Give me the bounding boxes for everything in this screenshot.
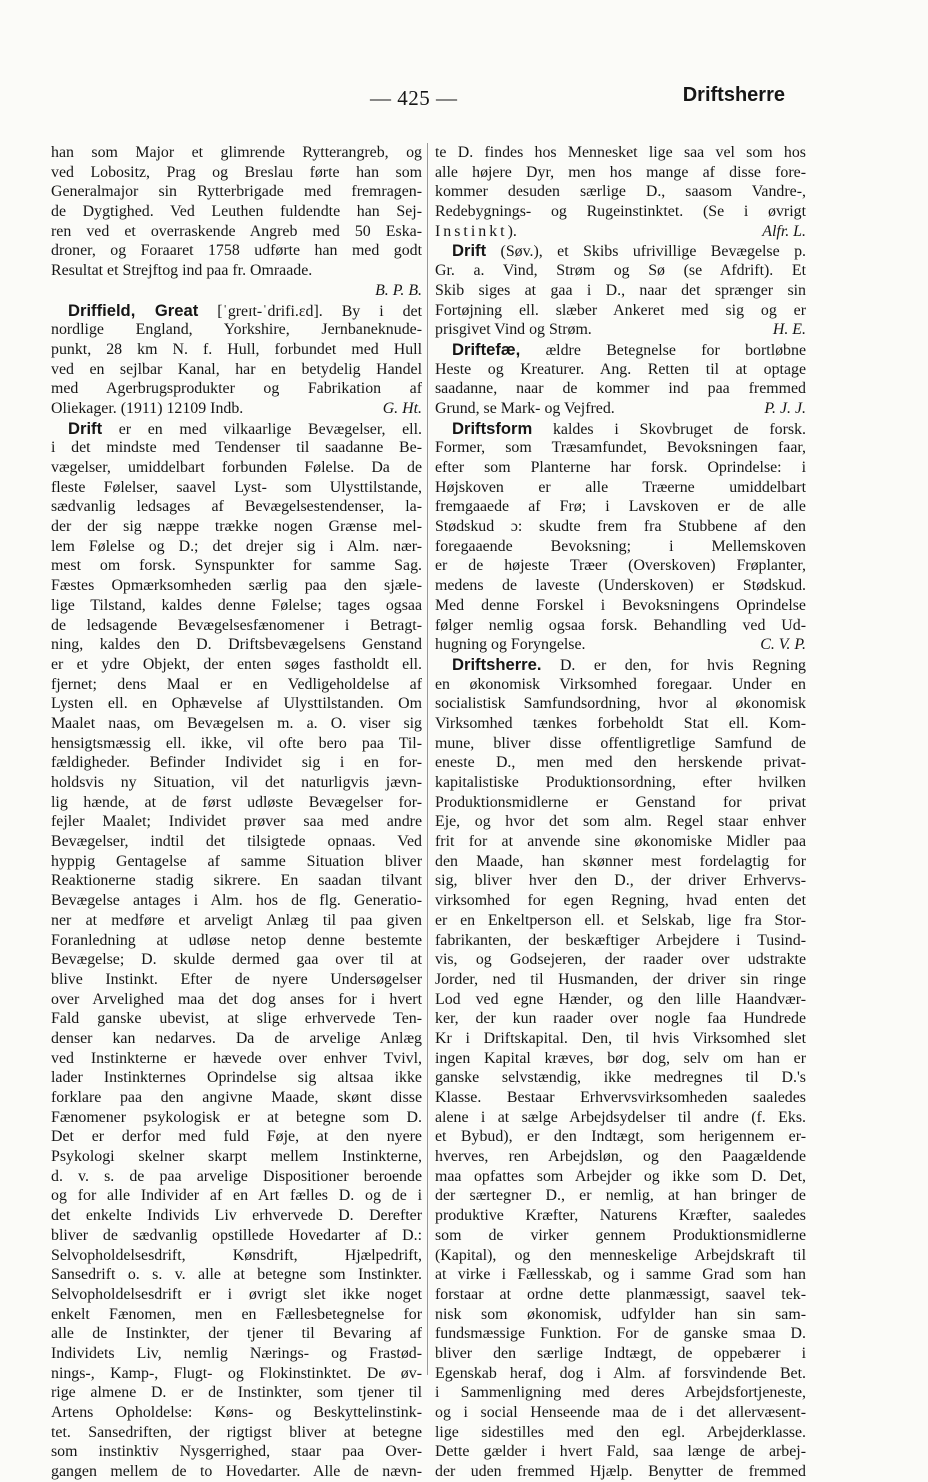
line-text: Stødskud ɔ: skudte frem fra Stubbene af den bbox=[435, 518, 806, 536]
spaced-reference: Instinkt bbox=[435, 222, 508, 240]
text-line bbox=[435, 537, 806, 557]
author-signature: P. J. J. bbox=[764, 399, 806, 417]
line-text: Individets Liv, nemlig Nærings- og Frastød- bbox=[51, 1344, 422, 1362]
line-text: alene i at sælge Arbejdsydelser til andre (f. Eks. bbox=[435, 1108, 806, 1126]
text-line bbox=[435, 1009, 806, 1029]
line-text: nings-, Kamp-, Flugt- og Flokinstinktet. De øv- bbox=[51, 1364, 422, 1382]
text-line bbox=[51, 1108, 422, 1128]
text-line bbox=[435, 852, 806, 872]
line-text: [ˈgreɪt-ˈdrifi.ɛd]. By i det bbox=[198, 302, 422, 320]
text-line bbox=[435, 1344, 806, 1364]
text-line bbox=[435, 478, 806, 498]
text-line bbox=[435, 714, 806, 734]
line-text: kommer desuden særlige D., saasom Vandre-, bbox=[435, 183, 806, 201]
page-header bbox=[0, 80, 928, 120]
text-line bbox=[51, 1403, 422, 1423]
text-line bbox=[51, 773, 422, 793]
line-text: forstaar at ordne dette planmæssigt, saavel tek- bbox=[435, 1285, 806, 1303]
entry-headword: Drift bbox=[452, 241, 487, 261]
text-line bbox=[51, 1423, 422, 1443]
line-text: lig hænde, at de først udløste Bevægelser for- bbox=[51, 793, 422, 811]
line-text: Grund, se Mark- og Vejfred. bbox=[435, 399, 615, 417]
text-line bbox=[435, 340, 806, 360]
line-text: fjernet; dens Maal er en Vedligeholdelse af bbox=[51, 675, 422, 693]
text-line bbox=[51, 360, 422, 380]
text-line bbox=[435, 675, 806, 695]
text-line bbox=[435, 1285, 806, 1305]
text-line bbox=[51, 1285, 422, 1305]
text-line bbox=[51, 1029, 422, 1049]
line-text: saadanne, naar de kommer ind paa fremmed bbox=[435, 380, 806, 398]
line-text: fældigheder. Befinder Individet sig i en for- bbox=[51, 754, 422, 772]
text-line bbox=[435, 1246, 806, 1266]
author-signature: Alfr. L. bbox=[762, 222, 806, 240]
text-line bbox=[51, 301, 422, 321]
line-text: punkt, 28 km N. f. Hull, forbundet med Hull bbox=[51, 340, 422, 358]
text-line bbox=[435, 1462, 806, 1482]
text-line bbox=[51, 1324, 422, 1344]
text-line bbox=[435, 438, 806, 458]
text-line bbox=[51, 911, 422, 931]
text-line bbox=[435, 753, 806, 773]
text-line bbox=[51, 1364, 422, 1384]
line-text: vægelser, umiddelbart forbunden Følelse. Da de bbox=[51, 459, 422, 476]
author-signature: C. V. P. bbox=[760, 636, 806, 654]
line-text: Lysten ell. en Ophævelse af Ulysttilstanden. Om bbox=[51, 695, 422, 713]
line-text: Kr i Driftskapital. Den, til hvis Virksomhed slet bbox=[435, 1029, 806, 1047]
text-line bbox=[435, 596, 806, 616]
text-line bbox=[51, 399, 422, 419]
text-line bbox=[51, 281, 422, 301]
line-text: mest om forsk. Synspunkter for samme Sag. bbox=[51, 557, 422, 575]
text-line bbox=[51, 655, 422, 675]
line-text: at virke i Fællesskab, og i samme Grad som han bbox=[435, 1266, 806, 1284]
line-text: en økonomisk Virksomhed foregaar. Under en bbox=[435, 675, 806, 693]
text-line bbox=[435, 832, 806, 852]
text-line bbox=[435, 379, 806, 399]
line-text: Lod ved egne Hænder, og den lille Haandvær- bbox=[435, 990, 806, 1008]
line-text: de ledsagende Bevægelsesfænomener i Betragt- bbox=[51, 616, 422, 634]
text-line bbox=[51, 182, 422, 202]
line-text: Selvopholdelsesdrift er i øvrigt slet ikke noget bbox=[51, 1285, 422, 1303]
text-line bbox=[51, 852, 422, 872]
text-line bbox=[435, 1186, 806, 1206]
line-text: ren ved et overraskende Angreb med 50 Eska- bbox=[51, 222, 422, 240]
text-line bbox=[435, 1206, 806, 1226]
line-text: blive Instinkt. Efter de nyere Undersøgelser bbox=[51, 970, 422, 988]
line-text: Generalmajor sin Rytterbrigade med fremragen- bbox=[51, 183, 422, 201]
line-text: ). bbox=[507, 222, 517, 240]
text-line bbox=[435, 202, 806, 222]
text-line bbox=[51, 891, 422, 911]
line-text: socialistisk Samfundsordning, hvor al økonomisk bbox=[435, 695, 806, 713]
text-line bbox=[435, 694, 806, 714]
text-line bbox=[435, 931, 806, 951]
text-line bbox=[51, 596, 422, 616]
line-text: eneste D., men med den herskende privat- bbox=[435, 754, 806, 772]
text-line bbox=[51, 261, 422, 281]
text-line bbox=[51, 1246, 422, 1266]
line-text: Jorder, ned til Husmanden, der driver sin ringe bbox=[435, 970, 806, 988]
text-line bbox=[51, 340, 422, 360]
text-line bbox=[435, 281, 806, 301]
entry-headword: Driftefæ, bbox=[452, 339, 521, 359]
text-line bbox=[435, 793, 806, 813]
text-line bbox=[435, 734, 806, 754]
text-line bbox=[51, 1305, 422, 1325]
text-line bbox=[51, 517, 422, 537]
line-text: denser kan nedarves. Da de arvelige Anlæg bbox=[51, 1029, 422, 1047]
text-line bbox=[435, 419, 806, 439]
text-line bbox=[435, 1167, 806, 1187]
line-text: prisgivet Vind og Strøm. bbox=[435, 321, 592, 339]
line-text: Egenskab heraf, dog i Alm. af forsvindende Bet. bbox=[435, 1364, 806, 1382]
text-line bbox=[435, 241, 806, 261]
line-text: Klasse. Bestaar Erhvervsvirksomheden saaledes bbox=[435, 1089, 806, 1106]
line-text: Det er derfor med fuld Føje, at den nyere bbox=[51, 1128, 422, 1146]
text-line bbox=[435, 497, 806, 517]
line-text: et Bybud), er den Indtægt, som herigennem er- bbox=[435, 1128, 806, 1146]
text-line bbox=[435, 1383, 806, 1403]
line-text: mune, bliver disse offentligretlige Samfund de bbox=[435, 734, 806, 752]
line-text: sædvanlig ledsages af Bevægelsestendenser, la- bbox=[51, 498, 422, 516]
line-text: Fald ganske ubevist, at slige erhvervede Ten- bbox=[51, 1010, 422, 1028]
line-text: Fæstes Opmærksomheden særlig paa den sjæle- bbox=[51, 577, 422, 595]
line-text: følger nemlig ogsaa forsk. Behandling ved Ud- bbox=[435, 616, 806, 634]
right-column bbox=[435, 143, 806, 1482]
text-line bbox=[51, 458, 422, 478]
line-text: bliver den særlige Indtægt, de oppebærer i bbox=[435, 1344, 806, 1362]
text-line bbox=[435, 970, 806, 990]
text-line bbox=[435, 911, 806, 931]
line-text: lige Tilstand, kaldes denne Følelse; tages ogsaa bbox=[51, 596, 422, 614]
line-text: den Maade, han skønner mest fordelagtig for bbox=[435, 852, 806, 870]
line-text: det enkelte Individs Liv erhvervede D. Derefter bbox=[51, 1207, 422, 1225]
line-text: der uden fremmed Hjælp. Benytter de fremmed bbox=[435, 1463, 806, 1481]
line-text: nordlige England, Yorkshire, Jernbaneknude- bbox=[51, 321, 422, 339]
column-divider bbox=[427, 143, 428, 1375]
line-text: Artens Opholdelse: Køns- og Beskyttelinstink- bbox=[51, 1404, 422, 1421]
entry-headword: Driffield, Great bbox=[68, 300, 199, 320]
line-text: Heste og Kreaturer. Ang. Retten til at optage bbox=[435, 360, 806, 378]
line-text: kapitalistiske Produktionsordning, efter hvilken bbox=[435, 774, 806, 791]
text-line bbox=[435, 399, 806, 419]
line-text: Psykologi skelner skarpt mellem Instinkterne, bbox=[51, 1148, 422, 1166]
text-line bbox=[435, 1049, 806, 1069]
text-line bbox=[435, 1423, 806, 1443]
line-text: fleste Følelser, saavel Lyst- som Ulysttilstande, bbox=[51, 478, 422, 496]
line-text: kaldes i Skovbruget de forsk. bbox=[532, 420, 806, 438]
line-text: Fortøjning ell. slæber Ankeret med sig og er bbox=[435, 301, 806, 319]
line-text: Redebygnings- og Rugeinstinktet. (Se i øvrigt bbox=[435, 203, 806, 221]
text-line bbox=[51, 419, 422, 439]
text-line bbox=[435, 182, 806, 202]
text-line bbox=[51, 1265, 422, 1285]
text-line bbox=[435, 261, 806, 281]
text-line bbox=[51, 714, 422, 734]
text-line bbox=[435, 1127, 806, 1147]
text-line bbox=[435, 163, 806, 183]
line-text: holdsvis ny Situation, vil det naturligvis jævn- bbox=[51, 774, 422, 791]
text-line bbox=[51, 1226, 422, 1246]
line-text: maa opfattes som Arbejder og ikke som D. Det, bbox=[435, 1167, 806, 1185]
text-line bbox=[435, 458, 806, 478]
text-line bbox=[51, 812, 422, 832]
text-line bbox=[51, 1088, 422, 1108]
entry-headword: Driftsform bbox=[452, 418, 533, 438]
line-text: ker, der kun raader over nogle faa Hundrede bbox=[435, 1010, 806, 1028]
line-text: de Dygtighed. Ved Leuthen fuldendte han Sej- bbox=[51, 203, 422, 221]
text-line bbox=[435, 1226, 806, 1246]
text-line bbox=[435, 301, 806, 321]
text-line bbox=[51, 537, 422, 557]
line-text: Bevægelse antages i Alm. hos de flg. Generatio- bbox=[51, 892, 422, 910]
line-text: ved Lobositz, Prag og Breslau førte han som bbox=[51, 163, 422, 181]
line-text: der der sig næppe trække nogen Grænse mel- bbox=[51, 518, 422, 536]
line-text: virksomhed for egen Regning, hvad enten det bbox=[435, 892, 806, 910]
text-line bbox=[435, 871, 806, 891]
text-line bbox=[435, 616, 806, 636]
text-line bbox=[435, 1108, 806, 1128]
line-text: Højskoven er alle Træerne umiddelbart bbox=[435, 478, 806, 496]
text-line bbox=[51, 576, 422, 596]
line-text: alle højere Dyr, men hos mange af disse fore- bbox=[435, 163, 806, 181]
line-text: Former, som Træsamfundet, Bevoksningen faar, bbox=[435, 439, 806, 457]
line-text: som instinktiv Nysgerrighed, staar paa Over- bbox=[51, 1443, 422, 1461]
line-text: er en Enkeltperson ell. et Selskab, lige fra Stor- bbox=[435, 911, 806, 929]
text-line bbox=[51, 1049, 422, 1069]
line-text: ganske selvstændig, ikke medregnes til D.'s bbox=[435, 1069, 806, 1087]
text-line bbox=[435, 1068, 806, 1088]
text-line bbox=[435, 556, 806, 576]
line-text: lige sidestilles med den egl. Arbejderklasse. bbox=[435, 1423, 806, 1441]
author-signature: B. P. B. bbox=[375, 281, 422, 299]
line-text: i Sammenligning med deres Arbejdsfortjeneste, bbox=[435, 1384, 806, 1402]
line-text: ning, kaldes den D. Driftsbevægelsens Genstand bbox=[51, 636, 422, 654]
text-line bbox=[435, 891, 806, 911]
line-text: lader Instinkternes Oprindelse sig altsaa ikke bbox=[51, 1069, 422, 1087]
line-text: alle de Instinkter, der tjener til Bevaring af bbox=[51, 1325, 422, 1343]
line-text: sig, bliver hver den D., der driver Erhvervs- bbox=[435, 872, 806, 890]
line-text: ved en sejlbar Kanal, har en betydelig Handel bbox=[51, 360, 422, 378]
text-line bbox=[435, 517, 806, 537]
line-text: Sansedrift o. s. v. alle at betegne som Instinkter. bbox=[51, 1266, 422, 1284]
text-line bbox=[51, 793, 422, 813]
text-line bbox=[51, 1442, 422, 1462]
line-text: fabrikanten, der beskæftiger Arbejdere i Tusind- bbox=[435, 931, 806, 949]
line-text: Foranledning at udløse netop denne bestemte bbox=[51, 931, 422, 949]
line-text: hyppig Gentagelse af samme Situation bliver bbox=[51, 852, 422, 870]
text-line bbox=[435, 1029, 806, 1049]
text-line bbox=[51, 202, 422, 222]
text-line bbox=[51, 478, 422, 498]
line-text: fremgaaede af Frø; i Lavskoven er de alle bbox=[435, 498, 806, 516]
line-text: medens de laveste (Underskoven) er Stødskud. bbox=[435, 577, 806, 595]
text-line bbox=[435, 320, 806, 340]
line-text: ældre Betegnelse for bortløbne bbox=[520, 341, 806, 359]
text-line bbox=[51, 616, 422, 636]
line-text: fundsmæssige Funktion. For de ganske smaa D. bbox=[435, 1325, 806, 1343]
text-line bbox=[435, 990, 806, 1010]
text-line bbox=[51, 950, 422, 970]
text-line bbox=[51, 1068, 422, 1088]
line-text: og for alle Individer af en Art fælles D. og de i bbox=[51, 1187, 422, 1205]
line-text: rige almene D. er de Instinkter, som tjener til bbox=[51, 1384, 422, 1402]
text-line bbox=[51, 241, 422, 261]
line-text: fejler Maalet; Individet prøver saa med andre bbox=[51, 813, 422, 831]
text-line bbox=[435, 1324, 806, 1344]
text-line bbox=[435, 1147, 806, 1167]
text-line bbox=[51, 1462, 422, 1482]
text-line bbox=[435, 1403, 806, 1423]
running-head: Driftsherre bbox=[682, 84, 785, 106]
line-text: Reaktionerne stadig sikrere. En saadan tilvant bbox=[51, 872, 422, 890]
text-line bbox=[51, 1167, 422, 1187]
line-text: Bevægelser, indtil det tilsigtede opnaas. Ved bbox=[51, 833, 422, 851]
text-line bbox=[51, 143, 422, 163]
page-number: — 425 — bbox=[370, 86, 458, 110]
text-line bbox=[51, 1147, 422, 1167]
author-signature: H. E. bbox=[772, 321, 806, 339]
line-text: er de højeste Træer (Overskoven) Frøplanter, bbox=[435, 557, 806, 575]
line-text: nisk som økonomisk, udfylder han sin sam- bbox=[435, 1305, 806, 1323]
line-text: enkelt Fænomen, men en Fællesbetegnelse for bbox=[51, 1305, 422, 1323]
text-line bbox=[435, 773, 806, 793]
text-line bbox=[435, 1265, 806, 1285]
line-text: tet. Sansedriften, der rigtigst bliver at betegne bbox=[51, 1423, 422, 1441]
line-text: d. v. s. de paa arvelige Dispositioner beroende bbox=[51, 1167, 422, 1185]
text-line bbox=[51, 753, 422, 773]
line-text: Resultat et Strejftog ind paa fr. Omraade. bbox=[51, 262, 313, 280]
line-text: er en med vilkaarlige Bevægelser, ell. bbox=[102, 420, 422, 438]
text-line bbox=[51, 497, 422, 517]
entry-headword: Driftsherre. bbox=[452, 654, 542, 674]
line-text: forklare paa den angivne Maade, skønt disse bbox=[51, 1089, 422, 1106]
text-line bbox=[51, 1206, 422, 1226]
text-line bbox=[51, 635, 422, 655]
line-text: Dette gælder i hvert Fald, saa længe de arbej- bbox=[435, 1443, 806, 1461]
text-line bbox=[51, 1186, 422, 1206]
text-line bbox=[51, 1009, 422, 1029]
line-text: Gr. a. Vind, Strøm og Sø (se Afdrift). Et bbox=[435, 262, 806, 280]
line-text: ingen Kapital kræves, bør dog, selv om han er bbox=[435, 1049, 806, 1067]
text-line bbox=[51, 871, 422, 891]
text-line bbox=[51, 990, 422, 1010]
line-text: er et ydre Objekt, der enten søges fastholdt ell. bbox=[51, 655, 422, 673]
line-text: (Kapital), og den menneskelige Arbejdskraft til bbox=[435, 1246, 806, 1264]
line-text: frit for at anvende sine økonomiske Midler paa bbox=[435, 833, 806, 851]
line-text: der særtegner D., er nemlig, at han bringer de bbox=[435, 1187, 806, 1205]
text-line bbox=[51, 970, 422, 990]
line-text: som de virker gennem Produktionsmidlerne bbox=[435, 1226, 806, 1244]
line-text: Med denne Forskel i Bevoksningens Oprindelse bbox=[435, 596, 806, 614]
line-text: te D. findes hos Mennesket lige saa vel som hos bbox=[435, 144, 806, 161]
line-text: over Arvelighed maa det dog anses for i hvert bbox=[51, 990, 422, 1008]
line-text: Virksomhed tænkes forbeholdt Stat ell. Kom- bbox=[435, 714, 806, 732]
line-text: lem Følelse og D.; det drejer sig i Alm. nær- bbox=[51, 537, 422, 555]
text-line bbox=[51, 734, 422, 754]
line-text: ved Instinkterne er hævede over enhver Tvivl, bbox=[51, 1049, 422, 1067]
text-line bbox=[51, 832, 422, 852]
text-line bbox=[435, 143, 806, 163]
text-line bbox=[435, 635, 806, 655]
author-signature: G. Ht. bbox=[382, 399, 422, 417]
text-line bbox=[51, 320, 422, 340]
text-line bbox=[435, 812, 806, 832]
line-text: Oliekager. (1911) 12109 Indb. bbox=[51, 399, 244, 417]
line-text: hverves, ren Arbejdsløn, og den Paagældende bbox=[435, 1148, 806, 1166]
line-text: Maalet naas, om Bevægelsen m. a. O. viser sig bbox=[51, 714, 422, 732]
line-text: ner at medføre et arveligt Anlæg til paa given bbox=[51, 911, 422, 929]
line-text: han som Major et glimrende Rytterangreb, og bbox=[51, 144, 422, 161]
line-text: droner, og Foraaret 1758 udførte han med godt bbox=[51, 242, 422, 260]
line-text: vis, og Godsejeren, der raader over udstrakte bbox=[435, 951, 806, 969]
line-text: Bevægelse; D. skulde dermed gaa over til at bbox=[51, 951, 422, 969]
text-line bbox=[51, 675, 422, 695]
text-line bbox=[435, 1364, 806, 1384]
line-text: Selvopholdelsesdrift, Kønsdrift, Hjælpedrift, bbox=[51, 1246, 422, 1264]
line-text: foregaaende Bevoksning; i Mellemskoven bbox=[435, 537, 806, 555]
text-line bbox=[51, 222, 422, 242]
line-text: Skib siges at gaa i D., naar det sprænger sin bbox=[435, 281, 806, 299]
line-text: bliver de sædvanlig opstillede Hovedarter af D.: bbox=[51, 1226, 422, 1244]
entry-headword: Drift bbox=[68, 418, 103, 438]
text-line bbox=[51, 438, 422, 458]
line-text: D. er den, for hvis Regning bbox=[541, 656, 806, 674]
line-text: og i social Henseende maa de i det allervæsent- bbox=[435, 1404, 806, 1421]
text-line bbox=[51, 1344, 422, 1364]
text-line bbox=[435, 1305, 806, 1325]
text-line bbox=[51, 1127, 422, 1147]
text-line bbox=[51, 163, 422, 183]
line-text: Fænomener psykologisk er at betegne som D. bbox=[51, 1108, 422, 1126]
text-line bbox=[435, 1442, 806, 1462]
line-text: hugning og Foryngelse. bbox=[435, 636, 586, 654]
text-line bbox=[51, 694, 422, 714]
line-text: (Søv.), et Skibs ufrivillige Bevægelse p. bbox=[486, 243, 806, 261]
left-column bbox=[51, 143, 422, 1482]
line-text: med Agerbrugsprodukter og Fabrikation af bbox=[51, 380, 422, 398]
text-line bbox=[435, 655, 806, 675]
text-line bbox=[435, 360, 806, 380]
line-text: Eje, og hvor det som alm. Regel staar enhver bbox=[435, 813, 806, 831]
line-text: hensigtsmæssig ell. ikke, vil ofte bero paa Til- bbox=[51, 734, 422, 752]
line-text: produktive Kræfter, Naturens Kræfter, saaledes bbox=[435, 1207, 806, 1225]
text-line bbox=[51, 556, 422, 576]
text-line bbox=[51, 379, 422, 399]
text-line bbox=[51, 931, 422, 951]
text-line bbox=[435, 222, 806, 242]
line-text: efter som Planterne har forsk. Oprindelse: i bbox=[435, 459, 806, 476]
line-text: Produktionsmidlerne er Genstand for privat bbox=[435, 793, 806, 811]
line-text: i det mindste med Tendenser til saadanne Be- bbox=[51, 439, 422, 457]
line-text: gangen mellem de to Hovedarter. Alle de nævn- bbox=[51, 1463, 422, 1481]
text-line bbox=[51, 1383, 422, 1403]
text-line bbox=[435, 576, 806, 596]
text-line bbox=[435, 1088, 806, 1108]
text-line bbox=[435, 950, 806, 970]
